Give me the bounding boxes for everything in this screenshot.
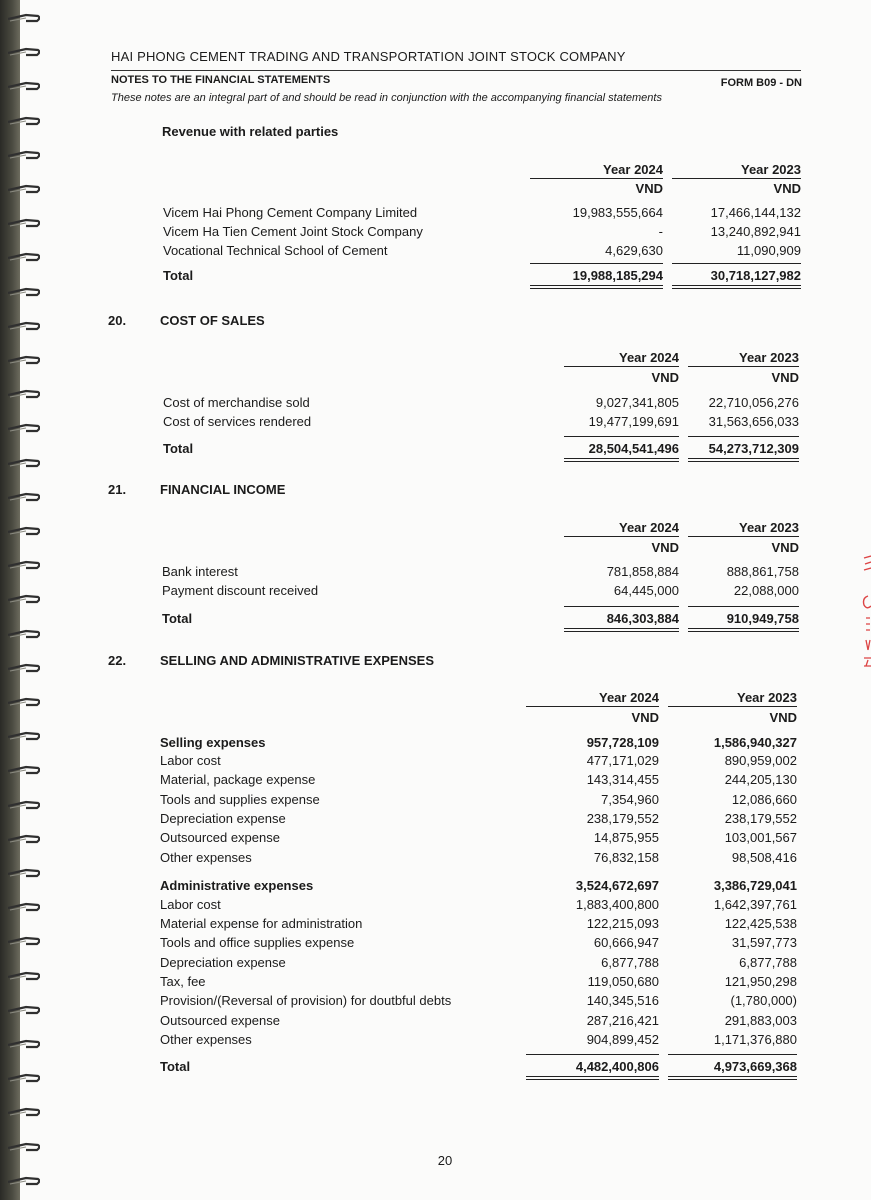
fi-row-value-2023: 888,861,758 (726, 564, 799, 579)
related-unit-2023: VND (773, 181, 801, 196)
sa-total-topline-2023 (668, 1054, 797, 1055)
fi-row-value-2024: 781,858,884 (606, 564, 679, 579)
selling-row-value-2023: 238,179,552 (724, 811, 797, 826)
related-total-dbl-2023 (672, 285, 801, 289)
notes-title: NOTES TO THE FINANCIAL STATEMENTS (111, 74, 331, 86)
selling-row-label: Tools and supplies expense (160, 792, 320, 807)
admin-row-value-2023: 6,877,788 (739, 955, 797, 970)
admin-row-value-2023: 122,425,538 (724, 916, 797, 931)
cos-row-label: Cost of merchandise sold (163, 395, 310, 410)
cos-row-label: Cost of services rendered (163, 414, 312, 429)
selling-header-2024: 957,728,109 (586, 735, 659, 750)
related-parties-title: Revenue with related parties (162, 124, 339, 139)
selling-row-value-2024: 76,832,158 (593, 850, 659, 865)
selling-row-label: Material, package expense (160, 772, 316, 787)
related-row-value-2023: 17,466,144,132 (710, 205, 801, 220)
cos-total-dbl-2023 (688, 458, 799, 462)
selling-row-value-2024: 14,875,955 (593, 830, 659, 845)
sa-total-label: Total (160, 1059, 191, 1074)
fi-total-label: Total (162, 611, 193, 626)
related-col-2024: Year 2024 (602, 162, 663, 177)
admin-row-label: Other expenses (160, 1032, 252, 1047)
admin-row-label: Tools and office supplies expense (160, 935, 355, 950)
cos-total-topline-2023 (688, 436, 799, 437)
sa-col-2023: Year 2023 (736, 690, 797, 705)
admin-row-value-2024: 140,345,516 (586, 993, 659, 1008)
fi-row-label: Payment discount received (162, 583, 319, 598)
sa-total-topline-2024 (526, 1054, 659, 1055)
related-total-topline-2024 (530, 263, 663, 264)
related-row-label: Vocational Technical School of Cement (163, 243, 388, 258)
admin-row-value-2024: 287,216,421 (586, 1013, 659, 1028)
cos-total-topline-2024 (564, 436, 679, 437)
selling-row-label: Other expenses (160, 850, 252, 865)
selling-row-label: Outsourced expense (160, 830, 280, 845)
section-22-number: 22. (108, 653, 127, 668)
related-total-dbl-2024 (530, 285, 663, 289)
related-row-value-2024: - (658, 224, 663, 239)
notes-subtitle: These notes are an integral part of and should be read in conjunction with the accompanying financial statements (111, 92, 662, 104)
admin-row-value-2023: 31,597,773 (731, 935, 797, 950)
section-20-number: 20. (108, 313, 127, 328)
selling-row-value-2024: 7,354,960 (601, 792, 659, 807)
fi-col-2023: Year 2023 (738, 520, 799, 535)
admin-row-value-2023: (1,780,000) (730, 993, 797, 1008)
cos-row-value-2024: 9,027,341,805 (595, 395, 679, 410)
admin-row-value-2024: 6,877,788 (601, 955, 659, 970)
cos-col-2024: Year 2024 (618, 350, 679, 365)
selling-row-value-2023: 244,205,130 (724, 772, 797, 787)
related-row-value-2023: 11,090,909 (736, 243, 801, 258)
sa-total-dbl-2023 (668, 1076, 797, 1080)
cos-total-label: Total (163, 441, 194, 456)
related-row-label: Vicem Ha Tien Cement Joint Stock Company (163, 224, 423, 239)
spiral-binding-icon (0, 0, 40, 1200)
admin-header-2023: 3,386,729,041 (713, 878, 797, 893)
section-21-title: FINANCIAL INCOME (160, 482, 286, 497)
fi-total-topline-2023 (688, 606, 799, 607)
section-20-title: COST OF SALES (160, 313, 265, 328)
selling-row-value-2023: 890,959,002 (724, 753, 797, 768)
cos-total-2024: 28,504,541,496 (588, 441, 679, 456)
related-row-value-2024: 4,629,630 (605, 243, 663, 258)
admin-row-value-2024: 122,215,093 (586, 916, 659, 931)
admin-row-value-2023: 1,171,376,880 (713, 1032, 797, 1047)
admin-row-label: Material expense for administration (160, 916, 363, 931)
admin-row-value-2023: 291,883,003 (724, 1013, 797, 1028)
selling-row-label: Depreciation expense (160, 811, 286, 826)
fi-row-value-2023: 22,088,000 (733, 583, 799, 598)
selling-row-value-2024: 477,171,029 (586, 753, 659, 768)
related-unit-2024: VND (635, 181, 663, 196)
sa-unit-2024: VND (631, 710, 659, 725)
fi-unit-2023: VND (771, 540, 799, 555)
admin-row-value-2023: 1,642,397,761 (713, 897, 797, 912)
company-name: HAI PHONG CEMENT TRADING AND TRANSPORTATION JOINT STOCK COMPANY (111, 49, 801, 71)
selling-row-value-2024: 238,179,552 (586, 811, 659, 826)
admin-row-label: Outsourced expense (160, 1013, 280, 1028)
fi-unit-2024: VND (651, 540, 679, 555)
admin-row-label: Depreciation expense (160, 955, 286, 970)
selling-row-value-2024: 143,314,455 (586, 772, 659, 787)
cos-unit-2023: VND (771, 370, 799, 385)
cos-row-value-2023: 31,563,656,033 (708, 414, 799, 429)
fi-total-dbl-2023 (688, 628, 799, 632)
fi-col-2024: Year 2024 (618, 520, 679, 535)
cos-row-value-2024: 19,477,199,691 (588, 414, 679, 429)
fi-total-topline-2024 (564, 606, 679, 607)
related-total-2023: 30,718,127,982 (710, 268, 801, 283)
selling-header-2023: 1,586,940,327 (713, 735, 797, 750)
selling-row-value-2023: 103,001,567 (724, 830, 797, 845)
admin-row-label: Tax, fee (160, 974, 206, 989)
cos-total-dbl-2024 (564, 458, 679, 462)
fi-row-value-2024: 64,445,000 (613, 583, 679, 598)
sa-unit-2023: VND (769, 710, 797, 725)
fi-total-dbl-2024 (564, 628, 679, 632)
related-row-value-2023: 13,240,892,941 (710, 224, 801, 239)
admin-row-label: Labor cost (160, 897, 221, 912)
fi-total-2023: 910,949,758 (726, 611, 799, 626)
related-row-label: Vicem Hai Phong Cement Company Limited (163, 205, 418, 220)
fi-row-label: Bank interest (162, 564, 238, 579)
related-total-2024: 19,988,185,294 (572, 268, 663, 283)
cos-row-value-2023: 22,710,056,276 (708, 395, 799, 410)
page-number: 20 (437, 1153, 453, 1168)
admin-row-value-2023: 121,950,298 (724, 974, 797, 989)
admin-row-label: Provision/(Reversal of provision) for doutbful debts (160, 993, 452, 1008)
sa-col-2024: Year 2024 (598, 690, 659, 705)
selling-row-value-2023: 98,508,416 (731, 850, 797, 865)
admin-row-value-2024: 60,666,947 (593, 935, 659, 950)
admin-row-value-2024: 904,899,452 (586, 1032, 659, 1047)
form-code: FORM B09 - DN (720, 77, 802, 89)
related-col-2023: Year 2023 (740, 162, 801, 177)
related-row-value-2024: 19,983,555,664 (572, 205, 663, 220)
section-21-number: 21. (108, 482, 127, 497)
selling-row-label: Labor cost (160, 753, 221, 768)
selling-header-label: Selling expenses (160, 735, 266, 750)
sa-total-dbl-2024 (526, 1076, 659, 1080)
admin-header-2024: 3,524,672,697 (575, 878, 659, 893)
cos-col-2023: Year 2023 (738, 350, 799, 365)
selling-row-value-2023: 12,086,660 (731, 792, 797, 807)
cos-total-2023: 54,273,712,309 (708, 441, 799, 456)
fi-total-2024: 846,303,884 (606, 611, 679, 626)
cos-unit-2024: VND (651, 370, 679, 385)
section-22-title: SELLING AND ADMINISTRATIVE EXPENSES (160, 653, 434, 668)
admin-row-value-2024: 119,050,680 (587, 974, 659, 989)
sa-total-2023: 4,973,669,368 (713, 1059, 797, 1074)
related-total-label: Total (163, 268, 194, 283)
related-total-topline-2023 (672, 263, 801, 264)
admin-header-label: Administrative expenses (160, 878, 314, 893)
red-stamp-fragment (852, 548, 871, 708)
admin-row-value-2024: 1,883,400,800 (575, 897, 659, 912)
sa-total-2024: 4,482,400,806 (575, 1059, 659, 1074)
